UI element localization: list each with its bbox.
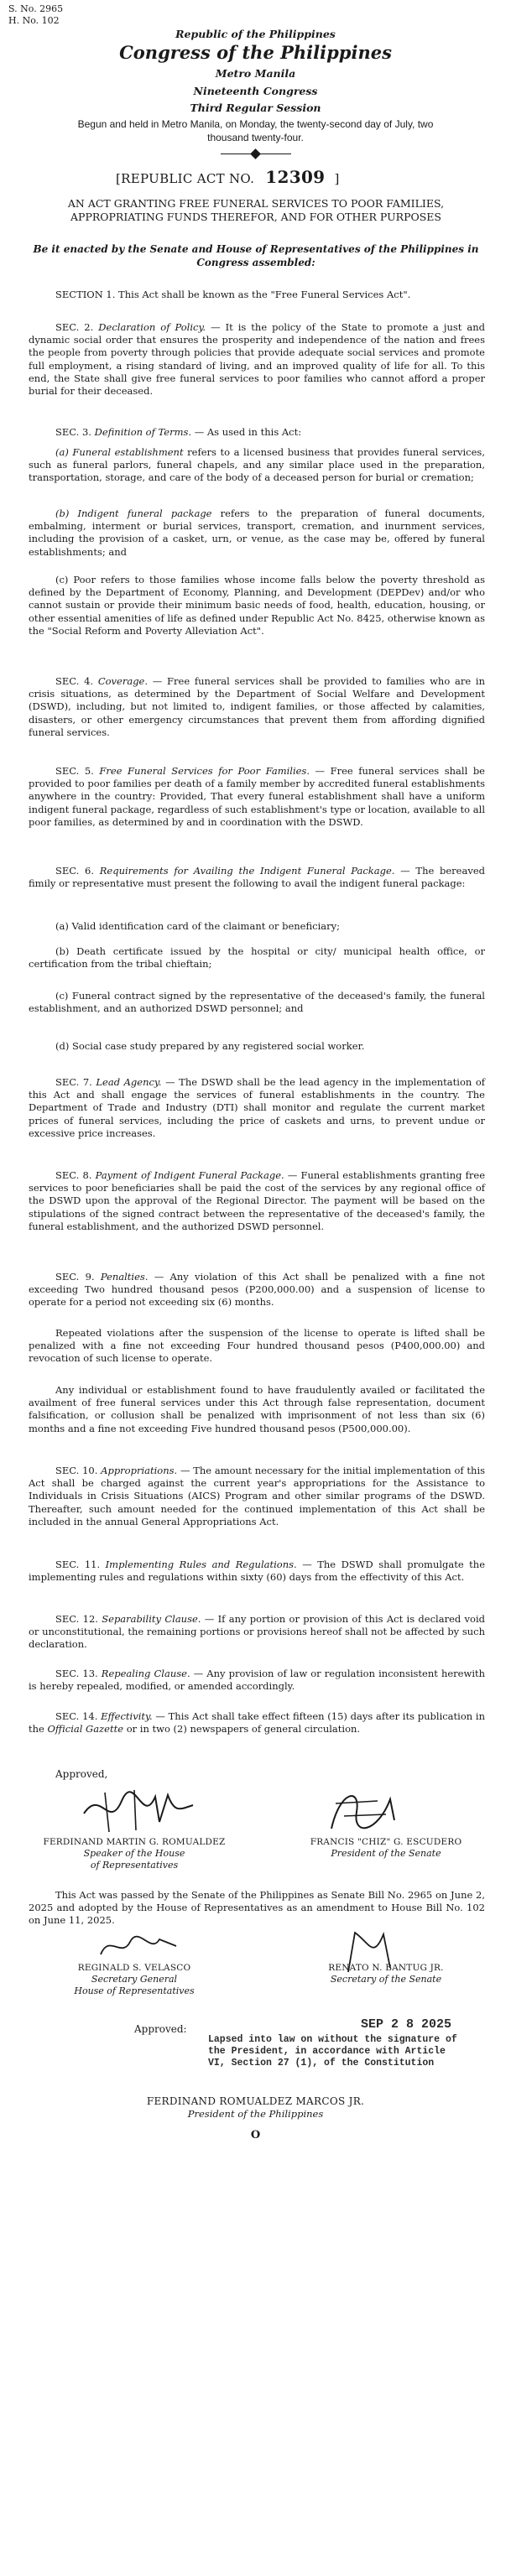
congress-number: Nineteenth Congress xyxy=(193,85,318,97)
act-number: 12309 xyxy=(265,167,326,187)
section-3a-text: refers to a licensed business that provides funeral services, such as funeral parlors, funeral chapels, and any similar place used in the preparation, transportation, storage, and care of the body of a deceased person for burial or cremation; xyxy=(29,446,485,484)
act-label xyxy=(116,167,340,187)
section-12-number: SEC. 12. xyxy=(55,1613,98,1625)
section-3c: (c) Poor refers to those families whose income falls below the poverty threshold as defined by the Department of Economy, Planning, and Development (DEPDev) and/or who cannot sustain or provide their minimum basic needs of food, health, education, housing, or other essential amenities of life as defined under Republic Act No. 8425, otherwise known as the "Social Reform and Poverty Alleviation Act". xyxy=(29,574,485,637)
section-11-text: — The DSWD shall promulgate the implementing rules and regulations within sixty (60) days from the effectivity of this Act. xyxy=(29,1559,486,1584)
act-label-close: ] xyxy=(334,171,340,186)
senate-secretary-title: Secretary of the Senate xyxy=(330,1974,442,1985)
senate-secretary-name: RENATO N. BANTUG JR. xyxy=(328,1963,444,1973)
section-3b-term: (b) Indigent funeral package xyxy=(55,507,212,519)
section-6a: (a) Valid identification card of the claimant or beneficiary; xyxy=(55,920,340,932)
speaker-signature xyxy=(76,1780,201,1839)
section-13-text: — Any provision of law or regulation inconsistent herewith is hereby repealed, modified, or amended accordingly. xyxy=(29,1668,486,1693)
section-3-number: SEC. 3. xyxy=(55,426,91,438)
section-13-number: SEC. 13. xyxy=(55,1668,98,1679)
senate-bill-no: S. No. 2965 xyxy=(8,3,64,14)
congress-heading: Congress of the Philippines xyxy=(119,42,392,63)
section-11 xyxy=(29,1559,485,1584)
senate-president-title: President of the Senate xyxy=(331,1848,441,1859)
section-14-title: Effectivity. xyxy=(101,1710,153,1722)
section-2-text: — It is the policy of the State to promote a just and dynamic social order that ensures the prosperity and independence of the nation and frees the people from poverty through policies that provide adequate social services and promote full employment, a rising standard of living, and an improved quality of life for all. To this end, the State shall give free funeral services to poor families who cannot afford a proper burial for their deceased. xyxy=(29,321,486,398)
section-8-text: — Funeral establishments granting free services to poor beneficiaries shall be paid the cost of the services by any regional office of the DSWD upon the approval of the Regional Director. The payment will be based on the stipulations of the signed contract between the representative of the deceased's family, the funeral establishment, and the authorized DSWD personnel. xyxy=(29,1169,486,1232)
ornament-diamond xyxy=(250,148,261,159)
section-3-text: — As used in this Act: xyxy=(194,426,302,438)
section-9-number: SEC. 9. xyxy=(55,1271,95,1283)
passage-statement: This Act was passed by the Senate of the Philippines as Senate Bill No. 2965 on June 2, 2025 and adopted by the House of Representatives as an amendment to House Bill No. 102 on June 11, 2025. xyxy=(29,1889,485,1927)
section-10-title: Appropriations. xyxy=(101,1465,178,1476)
section-13-title: Repealing Clause. xyxy=(101,1668,190,1679)
section-9-paragraph-2: Repeated violations after the suspension of the license to operate is lifted shall be penalized with a fine not exceeding Four hundred thousand pesos (P400,000.00) and revocation of such license to operate. xyxy=(29,1327,485,1365)
section-10-number: SEC. 10. xyxy=(55,1465,98,1476)
section-10-text: — The amount necessary for the initial implementation of this Act shall be charged against the current year's appropriations for the Assistance to Individuals in Crisis Situations (AICS) Program and other similar programs of the DSWD. Thereafter, such amount needed for the continued implementation of this Act shall be included in the annual General Appropriations Act. xyxy=(29,1465,486,1527)
section-9-title: Penalties. xyxy=(100,1271,149,1283)
approved-label-2: Approved: xyxy=(134,2023,187,2035)
section-2-title: Declaration of Policy. xyxy=(98,321,206,333)
section-3 xyxy=(29,426,485,439)
section-6-number: SEC. 6. xyxy=(55,865,95,877)
section-1: SECTION 1. This Act shall be known as the "Free Funeral Services Act". xyxy=(55,289,411,300)
section-12 xyxy=(29,1613,485,1652)
section-7-title: Lead Agency. xyxy=(96,1076,162,1088)
enacting-clause: Be it enacted by the Senate and House of Representatives of the Philippines in Congress assembled: xyxy=(33,243,479,268)
section-7-number: SEC. 7. xyxy=(55,1076,92,1088)
section-5 xyxy=(29,765,485,829)
section-6c: (c) Funeral contract signed by the representative of the deceased's family, the funeral establishment, and an authorized DSWD personnel; and xyxy=(29,990,485,1015)
secretary-general-title-1: Secretary General xyxy=(91,1974,178,1985)
section-5-title: Free Funeral Services for Poor Families. xyxy=(99,765,310,777)
section-8 xyxy=(29,1169,485,1233)
senate-president-name: FRANCIS "CHIZ" G. ESCUDERO xyxy=(310,1837,462,1847)
secretary-general-title-2: House of Representatives xyxy=(74,1985,195,1996)
approval-stamp-date: SEP 2 8 2025 xyxy=(361,2017,452,2032)
lapsed-into-law-stamp: Lapsed into law on without the signature of the President, in accordance with Article VI, Section 27 (1), of the Constitution xyxy=(208,2034,457,2069)
section-6b: (b) Death certificate issued by the hospital or city/ municipal health office, or certification from the tribal chieftain; xyxy=(29,945,485,971)
section-9 xyxy=(29,1271,485,1309)
section-6-text: — The bereaved fimily or representative must present the following to avail the indigent funeral package: xyxy=(29,865,485,890)
speaker-title-2: of Representatives xyxy=(90,1860,179,1871)
section-3-title: Definition of Terms. xyxy=(94,426,192,438)
section-14-number: SEC. 14. xyxy=(55,1710,98,1722)
secretary-general-signature xyxy=(92,1929,185,1963)
section-11-number: SEC. 11. xyxy=(55,1559,101,1570)
section-7 xyxy=(29,1076,485,1140)
section-12-text: — If any portion or provision of this Act is declared void or unconstitutional, the remaining portions or provisions hereof shall not be affected by such declaration. xyxy=(29,1613,486,1651)
speaker-title-1: Speaker of the House xyxy=(83,1848,185,1859)
section-7-text: — The DSWD shall be the lead agency in the implementation of this Act and shall engage the services of funeral establishments in the country. The Department of Trade and Industry (DTI) shall monitor and regulate the current market prices of funeral services, including the price of caskets and urns, to prevent undue or excessive price increases. xyxy=(29,1076,486,1139)
section-13 xyxy=(29,1668,485,1693)
section-4-number: SEC. 4. xyxy=(55,675,94,687)
senate-president-signature xyxy=(319,1782,411,1840)
section-10 xyxy=(29,1465,485,1528)
section-5-text: — Free funeral services shall be provided to poor families per death of a family member by accredited funeral establishments anywhere in the country: Provided, That every funeral establishment shall have a uniform indigent funeral package, regardless of such establishment's type or location, available to all poor families, as determined by and in coordination with the DSWD. xyxy=(29,765,485,828)
section-4 xyxy=(29,675,485,739)
section-3a-term: (a) Funeral establishment xyxy=(55,446,184,458)
act-label-text: [REPUBLIC ACT NO. xyxy=(116,171,255,186)
section-8-title: Payment of Indigent Funeral Package. xyxy=(95,1169,284,1181)
section-5-number: SEC. 5. xyxy=(55,765,94,777)
section-6-title: Requirements for Availing the Indigent Funeral Package. xyxy=(99,865,395,877)
approved-label: Approved, xyxy=(55,1768,108,1780)
section-14-text-end: or in two (2) newspapers of general circulation. xyxy=(126,1723,361,1736)
section-9-paragraph-3: Any individual or establishment found to have fraudulently availed or facilitated the availment of free funeral services under this Act through false representation, document falsification, or collusion shall be penalized with imprisonment of not less than six (6) months and a fine not exceeding Five hundred thousand pesos (P500,000.00). xyxy=(29,1384,485,1434)
section-9-text: — Any violation of this Act shall be penalized with a fine not exceeding Two hundred thousand pesos (P200,000.00) and a suspension of license to operate for a period not exceeding six (6) months. xyxy=(29,1271,486,1309)
session-heading: Third Regular Session xyxy=(190,101,321,114)
president-name: FERDINAND ROMUALDEZ MARCOS JR. xyxy=(146,2095,365,2107)
session-begun-text: Begun and held in Metro Manila, on Monday, the twenty-second day of July, two thousand twenty-four. xyxy=(77,118,434,143)
section-3b xyxy=(29,507,485,559)
section-3a xyxy=(29,446,485,485)
section-4-title: Coverage. xyxy=(97,675,149,687)
section-6d: (d) Social case study prepared by any registered social worker. xyxy=(55,1040,365,1052)
republic-heading: Republic of the Philippines xyxy=(175,28,336,40)
section-8-number: SEC. 8. xyxy=(55,1169,92,1181)
city-heading: Metro Manila xyxy=(215,67,296,80)
section-4-text: — Free funeral services shall be provided to families who are in crisis situations, as determined by the Department of Social Welfare and Development (DSWD), including, but not limited to, indigent families, or those affected by calamities, disasters, or other emergency circumstances that prevent them from affording dignified funeral services. xyxy=(29,675,486,738)
president-title: President of the Philippines xyxy=(187,2108,324,2120)
section-2-number: SEC. 2. xyxy=(55,321,94,333)
speaker-name: FERDINAND MARTIN G. ROMUALDEZ xyxy=(43,1837,226,1847)
official-gazette: Official Gazette xyxy=(47,1723,124,1736)
section-14 xyxy=(29,1710,485,1736)
house-bill-no: H. No. 102 xyxy=(8,15,60,26)
section-12-title: Separability Clause. xyxy=(102,1613,201,1625)
section-3b-text: refers to the preparation of funeral documents, embalming, interment or burial services, transport, cremation, and inurnment services, including the provision of a casket, urn, or venue, as the case may be, offered by funeral establishments; and xyxy=(29,507,485,558)
act-title: AN ACT GRANTING FREE FUNERAL SERVICES TO POOR FAMILIES, APPROPRIATING FUNDS THEREFOR, AND FOR OTHER PURPOSES xyxy=(67,197,445,223)
section-14-text: — This Act shall take effect fifteen (15) days after its publication in the xyxy=(29,1710,486,1736)
secretary-general-name: REGINALD S. VELASCO xyxy=(77,1963,191,1973)
footer-mark: O xyxy=(250,2129,261,2141)
section-2 xyxy=(29,321,485,398)
section-6 xyxy=(29,865,485,890)
section-11-title: Implementing Rules and Regulations. xyxy=(105,1559,297,1570)
